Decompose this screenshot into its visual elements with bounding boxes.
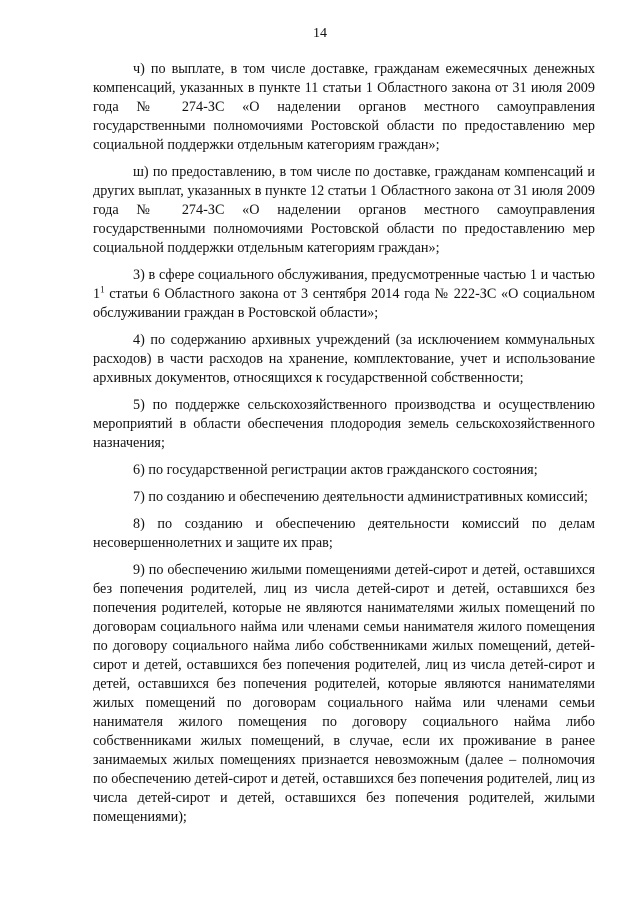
paragraph-6: 6) по государственной регистрации актов гражданского состояния; [133,462,538,478]
paragraph-7: 7) по созданию и обеспечению деятельности административных комиссий; [133,489,588,505]
paragraph-3 [93,266,595,323]
paragraph-3-text-after: статьи 6 Областного закона от 3 сентября 2014 года № 222-ЗС «О социальном обслуживании граждан в Ростовской области»; [93,286,595,321]
paragraph-5: 5) по поддержке сельскохозяйственного производства и осуществлению мероприятий в области обеспечения плодородия земель сельскохозяйственного назначения; [93,397,595,451]
paragraph-8: 8) по созданию и обеспечению деятельности комиссий по делам несовершеннолетних и защите их прав; [93,516,595,551]
paragraph-3-text-before: 3) в сфере социального обслуживания, предусмотренные частью 1 и частью 1 [93,267,595,302]
page-number: 14 [313,26,327,41]
paragraph-9: 9) по обеспечению жилыми помещениями детей-сирот и детей, оставшихся без попечения родителей, лиц из числа детей-сирот и детей, оставшихся без попечения родителей, которые не являются нанимателями жилых помещений по договорам социального найма или членами семьи нанимателя жилого помещения по договору социального найма либо собственниками жилых помещений, детей-сирот и детей, оставшихся без попечения родителей, лиц из числа детей-сирот и детей, оставшихся без попечения родителей, которые являются нанимателями жилых помещений по договорам социального найма или членами семьи нанимателя жилого помещения по договору социального найма либо собственниками жилых помещений, в случае, если их проживание в ранее занимаемых жилых помещениях признается невозможным (далее – полномочия по обеспечению детей-сирот и детей, оставшихся без попечения родителей, лиц из числа детей-сирот и детей, оставшихся без попечения родителей, жилыми помещениями); [93,562,595,825]
paragraph-sh: ш) по предоставлению, в том числе по доставке, гражданам компенсаций и других выплат, указанных в пункте 12 статьи 1 Областного закона от 31 июля 2009 года № 274-ЗС «О наделении органов местного самоуправления государственными полномочиями Ростовской области по предоставлению мер социальной поддержки отдельным категориям граждан»; [93,164,595,256]
paragraph-ch: ч) по выплате, в том числе доставке, гражданам ежемесячных денежных компенсаций, указанных в пункте 11 статьи 1 Областного закона от 31 июля 2009 года № 274-ЗС «О наделении органов местного самоуправления государственными полномочиями Ростовской области по предоставлению мер социальной поддержки отдельным категориям граждан»; [93,61,595,153]
paragraph-4: 4) по содержанию архивных учреждений (за исключением коммунальных расходов) в части расходов на хранение, комплектование, учет и использование архивных документов, относящихся к государственной собственности; [93,332,595,386]
paragraph-3-superscript: 1 [100,284,105,295]
document-body [93,60,595,835]
